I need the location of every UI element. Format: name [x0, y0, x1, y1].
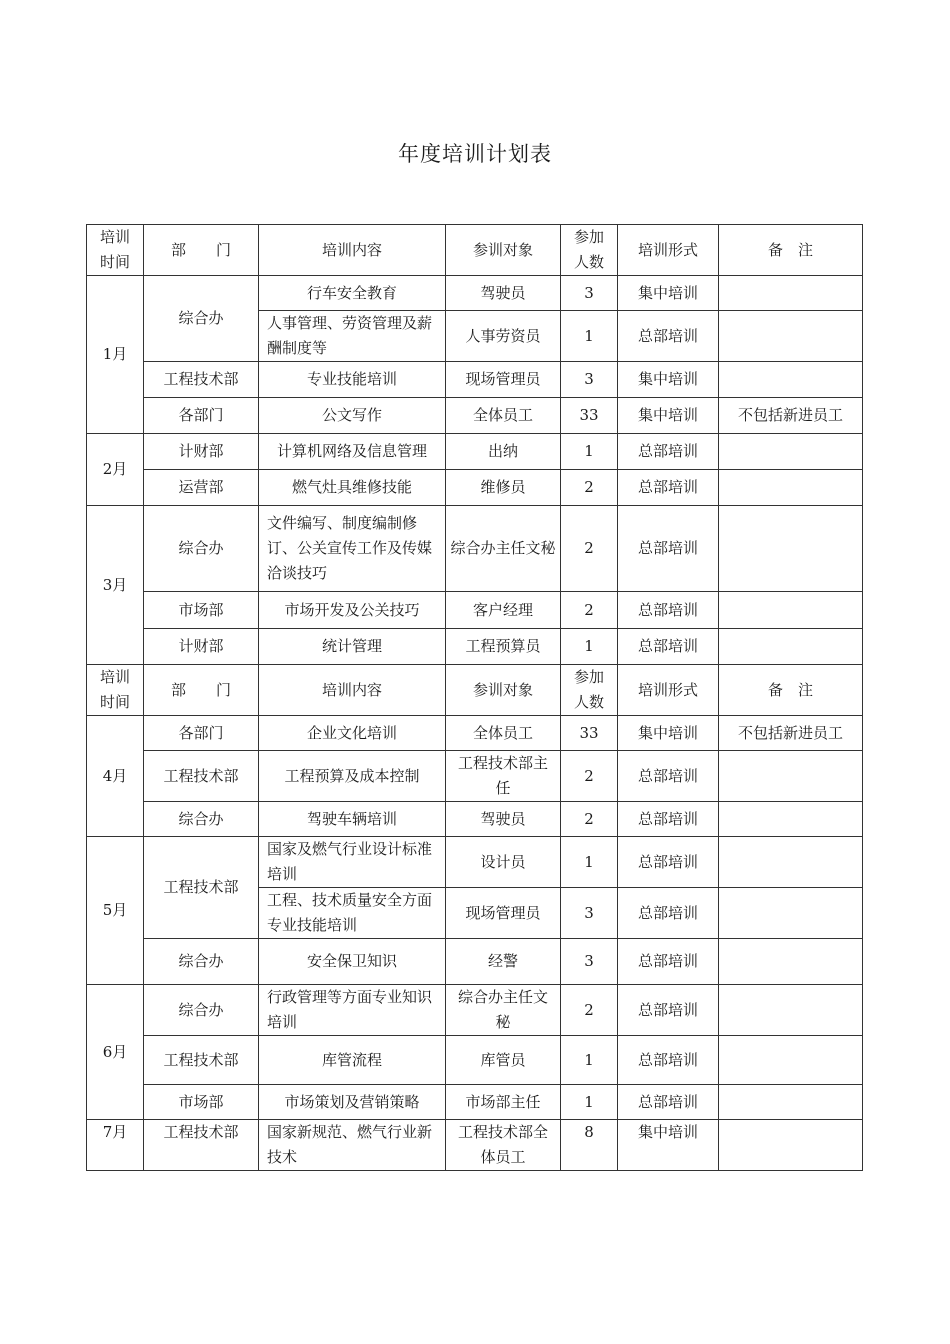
dept-cell: 综合办	[144, 506, 259, 592]
target-cell: 人事劳资员	[446, 311, 561, 362]
dept-cell: 各部门	[144, 716, 259, 751]
content-cell: 计算机网络及信息管理	[259, 434, 446, 470]
table-row	[87, 837, 863, 888]
content-cell: 行政管理等方面专业知识培训	[259, 985, 446, 1036]
form-cell: 总部培训	[618, 802, 719, 837]
month-cell: 2月	[87, 434, 144, 506]
header-target: 参训对象	[446, 225, 561, 276]
form-cell: 总部培训	[618, 592, 719, 629]
table-row	[87, 1036, 863, 1085]
table-row	[87, 276, 863, 311]
count-cell: 1	[561, 837, 618, 888]
count-cell: 2	[561, 985, 618, 1036]
target-cell: 现场管理员	[446, 362, 561, 398]
count-cell: 3	[561, 276, 618, 311]
note-cell	[719, 1036, 863, 1085]
form-cell: 集中培训	[618, 716, 719, 751]
target-cell: 综合办主任文秘	[446, 506, 561, 592]
target-cell: 工程预算员	[446, 629, 561, 665]
count-cell: 2	[561, 802, 618, 837]
training-plan-table	[86, 224, 863, 1171]
content-cell: 国家新规范、燃气行业新技术	[259, 1120, 446, 1171]
form-cell: 总部培训	[618, 470, 719, 506]
month-cell: 7月	[87, 1120, 144, 1171]
note-cell	[719, 434, 863, 470]
table-row	[87, 592, 863, 629]
content-cell: 驾驶车辆培训	[259, 802, 446, 837]
table-row	[87, 1085, 863, 1120]
table-row	[87, 434, 863, 470]
table-row	[87, 1120, 863, 1171]
form-cell: 总部培训	[618, 837, 719, 888]
dept-cell: 计财部	[144, 434, 259, 470]
content-cell: 专业技能培训	[259, 362, 446, 398]
dept-cell: 综合办	[144, 939, 259, 985]
content-cell: 国家及燃气行业设计标准培训	[259, 837, 446, 888]
content-cell: 市场开发及公关技巧	[259, 592, 446, 629]
header-count: 参加 人数	[561, 225, 618, 276]
note-cell: 不包括新进员工	[719, 398, 863, 434]
count-cell: 33	[561, 716, 618, 751]
table-header-row	[87, 665, 863, 716]
header-note: 备 注	[719, 225, 863, 276]
target-cell: 驾驶员	[446, 802, 561, 837]
form-cell: 总部培训	[618, 506, 719, 592]
dept-cell: 运营部	[144, 470, 259, 506]
note-cell	[719, 592, 863, 629]
count-cell: 2	[561, 470, 618, 506]
header-form: 培训形式	[618, 665, 719, 716]
note-cell	[719, 311, 863, 362]
form-cell: 总部培训	[618, 751, 719, 802]
header-time: 培训 时间	[87, 225, 144, 276]
count-cell: 1	[561, 434, 618, 470]
form-cell: 集中培训	[618, 276, 719, 311]
note-cell	[719, 1120, 863, 1171]
table-row	[87, 985, 863, 1036]
target-cell: 全体员工	[446, 716, 561, 751]
dept-cell: 计财部	[144, 629, 259, 665]
target-cell: 设计员	[446, 837, 561, 888]
dept-cell: 工程技术部	[144, 751, 259, 802]
note-cell	[719, 802, 863, 837]
count-cell: 3	[561, 939, 618, 985]
dept-cell: 工程技术部	[144, 362, 259, 398]
count-cell: 2	[561, 506, 618, 592]
note-cell	[719, 362, 863, 398]
form-cell: 总部培训	[618, 985, 719, 1036]
header-content: 培训内容	[259, 665, 446, 716]
count-cell: 8	[561, 1120, 618, 1171]
header-content: 培训内容	[259, 225, 446, 276]
count-cell: 1	[561, 1085, 618, 1120]
month-cell: 3月	[87, 506, 144, 665]
note-cell	[719, 888, 863, 939]
count-cell: 1	[561, 629, 618, 665]
count-cell: 3	[561, 888, 618, 939]
target-cell: 出纳	[446, 434, 561, 470]
note-cell: 不包括新进员工	[719, 716, 863, 751]
dept-cell: 工程技术部	[144, 1120, 259, 1171]
dept-cell: 市场部	[144, 1085, 259, 1120]
target-cell: 库管员	[446, 1036, 561, 1085]
dept-cell: 工程技术部	[144, 837, 259, 939]
content-cell: 燃气灶具维修技能	[259, 470, 446, 506]
table-row	[87, 470, 863, 506]
dept-cell: 市场部	[144, 592, 259, 629]
month-cell: 1月	[87, 276, 144, 434]
table-row	[87, 802, 863, 837]
content-cell: 工程、技术质量安全方面专业技能培训	[259, 888, 446, 939]
content-cell: 企业文化培训	[259, 716, 446, 751]
target-cell: 工程技术部全体员工	[446, 1120, 561, 1171]
table-row	[87, 629, 863, 665]
note-cell	[719, 985, 863, 1036]
target-cell: 市场部主任	[446, 1085, 561, 1120]
target-cell: 经警	[446, 939, 561, 985]
table-row	[87, 716, 863, 751]
table-row	[87, 939, 863, 985]
count-cell: 3	[561, 362, 618, 398]
header-note: 备 注	[719, 665, 863, 716]
content-cell: 安全保卫知识	[259, 939, 446, 985]
month-cell: 4月	[87, 716, 144, 837]
dept-cell: 各部门	[144, 398, 259, 434]
target-cell: 现场管理员	[446, 888, 561, 939]
header-target: 参训对象	[446, 665, 561, 716]
dept-cell: 综合办	[144, 276, 259, 362]
month-cell: 6月	[87, 985, 144, 1120]
note-cell	[719, 629, 863, 665]
header-dept: 部 门	[144, 225, 259, 276]
form-cell: 总部培训	[618, 629, 719, 665]
form-cell: 总部培训	[618, 888, 719, 939]
header-count: 参加 人数	[561, 665, 618, 716]
target-cell: 客户经理	[446, 592, 561, 629]
note-cell	[719, 506, 863, 592]
note-cell	[719, 837, 863, 888]
header-time: 培训 时间	[87, 665, 144, 716]
table-row	[87, 506, 863, 592]
month-cell: 5月	[87, 837, 144, 985]
target-cell: 综合办主任文秘	[446, 985, 561, 1036]
target-cell: 工程技术部主任	[446, 751, 561, 802]
count-cell: 1	[561, 1036, 618, 1085]
dept-cell: 工程技术部	[144, 1036, 259, 1085]
content-cell: 人事管理、劳资管理及薪酬制度等	[259, 311, 446, 362]
form-cell: 集中培训	[618, 398, 719, 434]
form-cell: 总部培训	[618, 434, 719, 470]
target-cell: 驾驶员	[446, 276, 561, 311]
note-cell	[719, 276, 863, 311]
content-cell: 文件编写、制度编制修订、公关宣传工作及传媒洽谈技巧	[259, 506, 446, 592]
table-row	[87, 751, 863, 802]
header-form: 培训形式	[618, 225, 719, 276]
content-cell: 工程预算及成本控制	[259, 751, 446, 802]
note-cell	[719, 470, 863, 506]
dept-cell: 综合办	[144, 985, 259, 1036]
content-cell: 市场策划及营销策略	[259, 1085, 446, 1120]
header-dept: 部 门	[144, 665, 259, 716]
note-cell	[719, 751, 863, 802]
count-cell: 2	[561, 751, 618, 802]
document-title: 年度培训计划表	[398, 142, 552, 166]
count-cell: 2	[561, 592, 618, 629]
content-cell: 公文写作	[259, 398, 446, 434]
content-cell: 库管流程	[259, 1036, 446, 1085]
note-cell	[719, 1085, 863, 1120]
dept-cell: 综合办	[144, 802, 259, 837]
table-row	[87, 398, 863, 434]
content-cell: 统计管理	[259, 629, 446, 665]
table-row	[87, 362, 863, 398]
table-header-row	[87, 225, 863, 276]
count-cell: 1	[561, 311, 618, 362]
form-cell: 总部培训	[618, 1085, 719, 1120]
target-cell: 全体员工	[446, 398, 561, 434]
note-cell	[719, 939, 863, 985]
form-cell: 集中培训	[618, 362, 719, 398]
content-cell: 行车安全教育	[259, 276, 446, 311]
form-cell: 总部培训	[618, 939, 719, 985]
form-cell: 集中培训	[618, 1120, 719, 1171]
count-cell: 33	[561, 398, 618, 434]
target-cell: 维修员	[446, 470, 561, 506]
form-cell: 总部培训	[618, 311, 719, 362]
form-cell: 总部培训	[618, 1036, 719, 1085]
